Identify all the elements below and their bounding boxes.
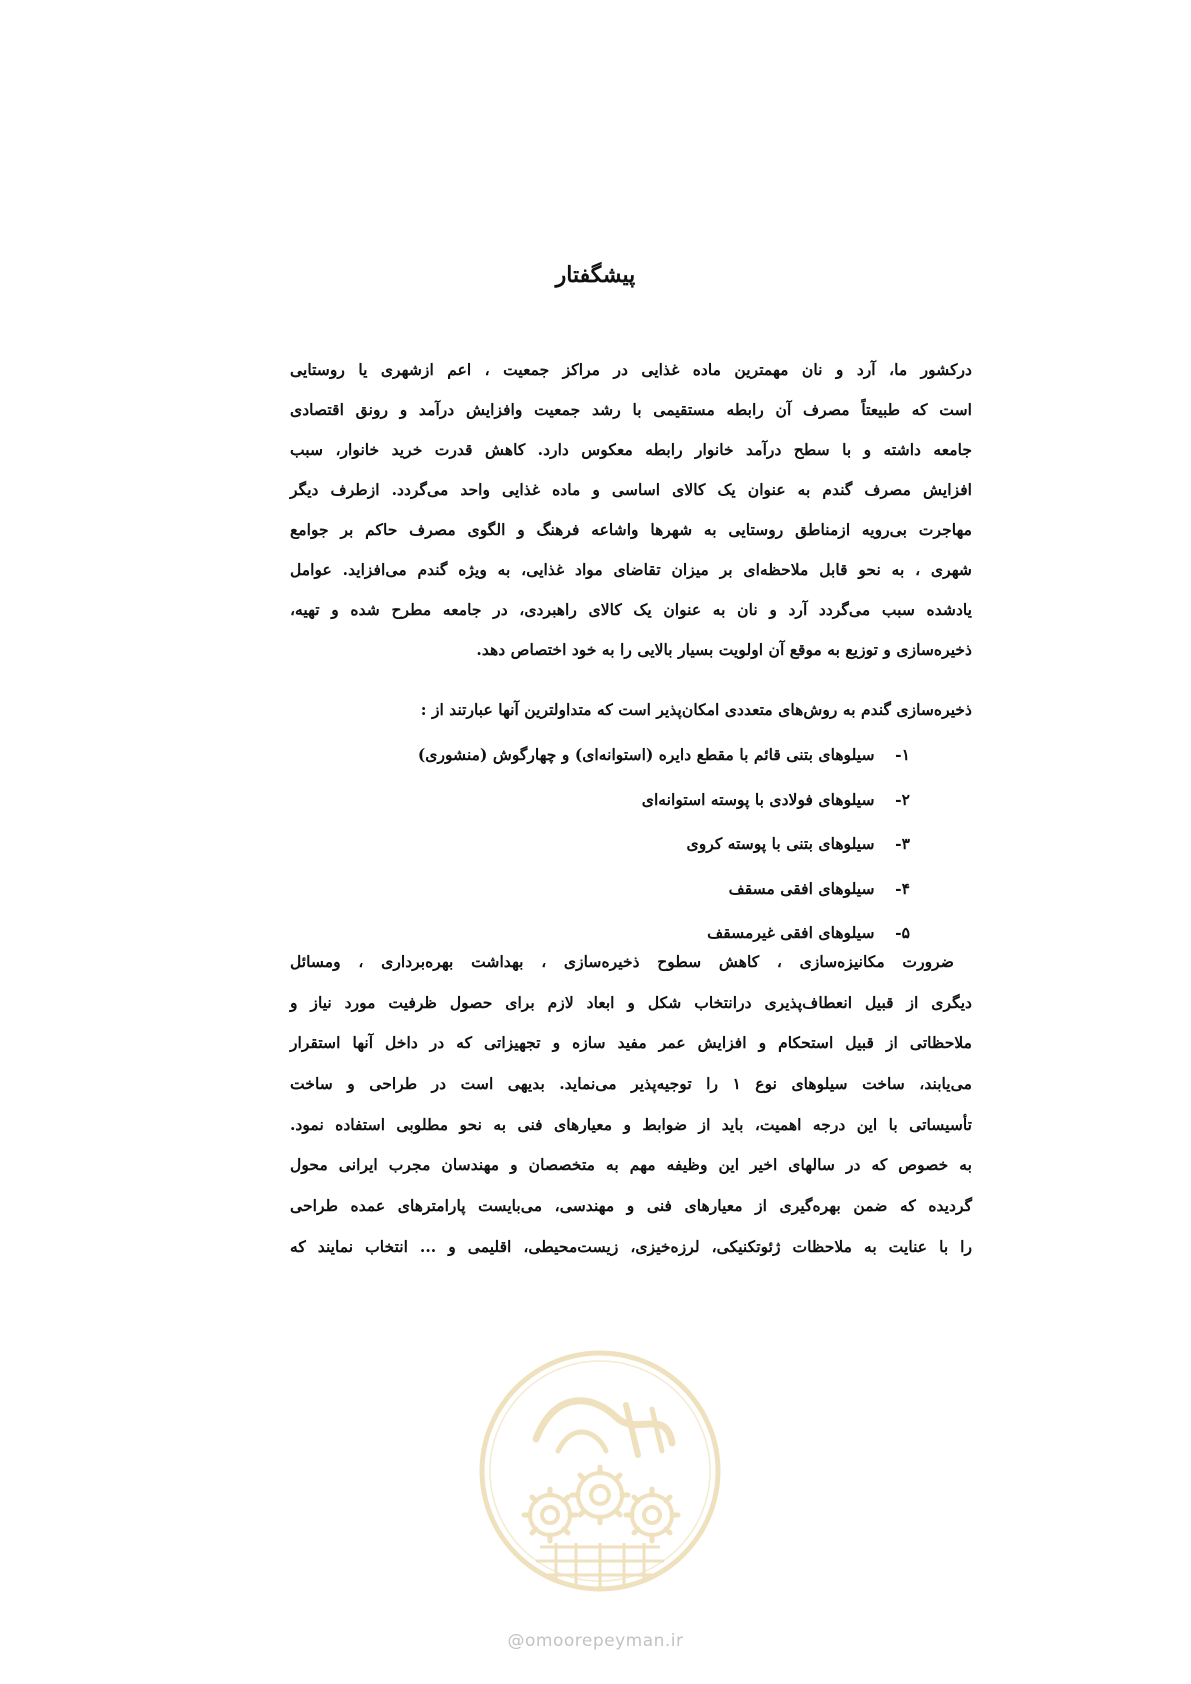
list-item [290, 867, 910, 912]
list-item-number: ۴- [895, 878, 910, 898]
list-item-number: ۳- [895, 834, 910, 854]
list-item-text: سیلوهای بتنی با پوسته کروی [686, 834, 875, 854]
paragraph-line: می‌یابند، ساخت سیلوهای نوع ۱ را توجیه‌پذیر می‌نماید. بدیهی است در طراحی و ساخت [290, 1074, 972, 1094]
paragraph-line: را با عنایت به ملاحظات ژئوتکنیکی، لرزه‌خیزی، زیست‌محیطی، اقلیمی و ... انتخاب نمایند که [290, 1236, 972, 1256]
paragraph-line: به خصوص که در سالهای اخیر این وظیفه مهم به متخصصان و مهندسان مجرب ایرانی محول [290, 1155, 972, 1175]
paragraph-line: یادشده سبب می‌گردد آرد و نان به عنوان یک کالای راهبردی، در جامعه مطرح شده و تهیه، [290, 600, 972, 619]
paragraph-line: دیگری از قبیل انعطاف‌پذیری درانتخاب شکل و ابعاد لازم برای حصول ظرفیت مورد نیاز و [290, 992, 972, 1012]
list-item [290, 778, 910, 823]
paragraph-line: مهاجرت بی‌رویه ازمناطق روستایی به شهرها واشاعه فرهنگ و الگوی مصرف حاکم بر جوامع [290, 520, 972, 539]
paragraph-line: ملاحظاتی از قبیل استحکام و افزایش عمر مفید سازه و تجهیزاتی که در داخل آنها استقرار [290, 1033, 972, 1053]
paragraph-line: است که طبیعتاً مصرف آن رابطه مستقیمی با رشد جمعیت وافزایش درآمد و رونق اقتصادی [290, 400, 972, 419]
paragraph-line: افزایش مصرف گندم به عنوان یک کالای اساسی و ماده غذایی واحد می‌گردد. ازطرف دیگر [290, 480, 972, 499]
watermark-url: @omoorepeyman.ir [507, 1631, 684, 1651]
list-intro: ذخیره‌سازی گندم به روش‌های متعددی امکان‌پذیر است که متداولترین آنها عبارتند از : [420, 700, 972, 719]
watermark-logo-icon [476, 1347, 724, 1595]
silo-types-list [290, 733, 910, 956]
list-item-text: سیلوهای بتنی قائم با مقطع دایره (استوانه‌ای) و چهارگوش (منشوری) [417, 745, 875, 764]
list-item-number: ۵- [895, 923, 910, 943]
list-item [290, 822, 910, 867]
paragraph-line: تأسیساتی با این درجه اهمیت، باید از ضوابط و معیارهای فنی به نحو مطلوبی استفاده نمود. [290, 1114, 972, 1134]
paragraph-line: شهری ، به نحو قابل ملاحظه‌ای بر میزان تقاضای مواد غذایی، به ویژه گندم می‌افزاید. عوامل [290, 560, 972, 579]
paragraph-line: جامعه داشته و با سطح درآمد خانوار رابطه معکوس دارد. کاهش قدرت خرید خانوار، سبب [290, 440, 972, 459]
list-item-text: سیلوهای افقی مسقف [728, 878, 875, 898]
paragraph-line: ذخیره‌سازی و توزیع به موقع آن اولویت بسیار بالایی را به خود اختصاص دهد. [476, 640, 972, 659]
page-title: پیشگفتار [555, 262, 636, 288]
intro-paragraph [290, 350, 972, 670]
list-item-text: سیلوهای افقی غیرمسقف [707, 923, 875, 943]
list-item-number: ۱- [895, 745, 910, 764]
paragraph-line: ضرورت مکانیزه‌سازی ، کاهش سطوح ذخیره‌سازی ، بهداشت بهره‌برداری ، ومسائل [290, 952, 954, 971]
list-item-number: ۲- [895, 789, 910, 809]
paragraph-line: گردیده که ضمن بهره‌گیری از معیارهای فنی و مهندسی، می‌بایست پارامترهای عمده طراحی [290, 1196, 972, 1216]
paragraph-line: درکشور ما، آرد و نان مهمترین ماده غذایی در مراکز جمعیت ، اعم ازشهری یا روستایی [290, 360, 972, 379]
list-item-text: سیلوهای فولادی با پوسته استوانه‌ای [641, 789, 875, 809]
list-item [290, 733, 910, 778]
body-paragraph [290, 942, 972, 1268]
